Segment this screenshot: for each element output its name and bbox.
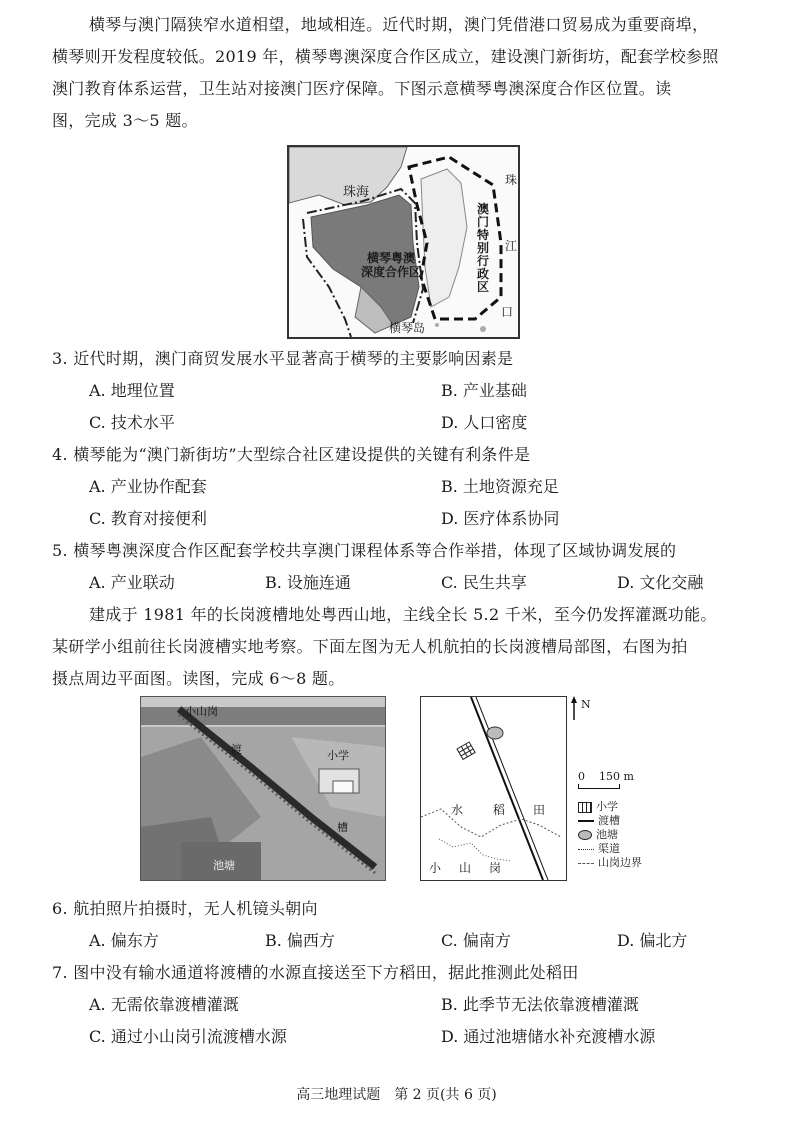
plan-paddy-char-3: 田	[533, 803, 546, 817]
passage-2-line: 摄点周边平面图。读图，完成 6～8 题。	[52, 669, 345, 688]
passage-1-line: 横琴则开发程度较低。2019 年，横琴粤澳深度合作区成立，建设澳门新街坊，配套学校参照	[52, 47, 719, 66]
legend-aqueduct	[578, 814, 642, 828]
school-grid-icon	[578, 802, 592, 813]
plan-paddy-char-2: 稻	[493, 803, 506, 817]
photo-aqueduct-char-1: 渡	[231, 743, 242, 756]
photo-aqueduct-char-2: 槽	[337, 821, 348, 834]
hengqin-map	[287, 145, 520, 339]
photo-school-label: 小学	[327, 749, 349, 762]
scale-bar	[578, 770, 634, 789]
q5-option-a[interactable]: A. 产业联动	[89, 573, 175, 592]
zone-label-line: 横琴粤澳	[367, 251, 416, 265]
river-label-2: 江	[505, 239, 518, 253]
legend-hill-boundary-label: 山岗边界	[598, 856, 642, 869]
macau-label	[477, 203, 490, 294]
q7-option-c[interactable]: C. 通过小山岗引流渡槽水源	[89, 1027, 287, 1046]
q4-option-b[interactable]: B. 土地资源充足	[441, 477, 559, 496]
macau-char: 特	[477, 228, 490, 242]
q7-stem: 7. 图中没有输水通道将渡槽的水源直接送至下方稻田，据此推测此处稻田	[52, 963, 579, 982]
aerial-photo-svg	[141, 697, 385, 880]
q5-option-b[interactable]: B. 设施连通	[265, 573, 351, 592]
zone-label-line: 深度合作区	[361, 265, 422, 279]
q7-option-a[interactable]: A. 无需依靠渡槽灌溉	[89, 995, 239, 1014]
q5-option-d[interactable]: D. 文化交融	[617, 573, 704, 592]
q3-option-c[interactable]: C. 技术水平	[89, 413, 175, 432]
legend-aqueduct-label: 渡槽	[598, 814, 620, 827]
legend-pond-label: 池塘	[596, 828, 618, 841]
q3-option-a[interactable]: A. 地理位置	[89, 381, 175, 400]
q6-stem: 6. 航拍照片拍摄时，无人机镜头朝向	[52, 899, 318, 918]
passage-1-line: 澳门教育体系运营，卫生站对接澳门医疗保障。下图示意横琴粤澳深度合作区位置。读	[52, 79, 672, 98]
q6-option-d[interactable]: D. 偏北方	[617, 931, 688, 950]
pond-ellipse-icon	[578, 830, 592, 840]
aerial-photo	[140, 696, 386, 881]
legend-school-label: 小学	[596, 800, 618, 813]
macau-char: 门	[477, 215, 490, 229]
zhuhai-label: 珠海	[343, 185, 370, 200]
plan-hill-char-1: 小	[429, 861, 442, 875]
q4-option-c[interactable]: C. 教育对接便利	[89, 509, 207, 528]
river-label-1: 珠	[505, 173, 518, 187]
zone-label	[361, 251, 421, 279]
q4-option-a[interactable]: A. 产业协作配套	[89, 477, 207, 496]
plan-hill-char-2: 山	[459, 861, 472, 875]
q3-option-d[interactable]: D. 人口密度	[441, 413, 528, 432]
scale-bar-label: 0 150 m	[578, 770, 634, 783]
page-footer: 高三地理试题 第 2 页(共 6 页)	[296, 1087, 497, 1103]
q5-option-c[interactable]: C. 民生共享	[441, 573, 527, 592]
hengqin-island-label: 横琴岛	[389, 321, 426, 335]
plan-paddy-char-1: 水	[451, 803, 464, 817]
q3-stem: 3. 近代时期，澳门商贸发展水平显著高于横琴的主要影响因素是	[52, 349, 514, 368]
macau-char: 政	[477, 267, 490, 281]
legend-pond	[578, 828, 642, 842]
legend-school	[578, 800, 642, 814]
hill-boundary-line-icon	[578, 863, 594, 864]
plan-map-legend	[570, 696, 680, 879]
photo-pond-label: 池塘	[213, 859, 235, 872]
q4-stem: 4. 横琴能为“澳门新街坊”大型综合社区建设提供的关键有利条件是	[52, 445, 531, 464]
q4-option-d[interactable]: D. 医疗体系协同	[441, 509, 560, 528]
legend-hill-boundary	[578, 856, 642, 870]
q7-option-b[interactable]: B. 此季节无法依靠渡槽灌溉	[441, 995, 639, 1014]
channel-line-icon	[578, 849, 594, 850]
legend-channel-label: 渠道	[598, 842, 620, 855]
passage-1-line: 图，完成 3～5 题。	[52, 111, 198, 130]
q3-option-b[interactable]: B. 产业基础	[441, 381, 527, 400]
q6-option-c[interactable]: C. 偏南方	[441, 931, 511, 950]
passage-2-line: 某研学小组前往长岗渡槽实地考察。下面左图为无人机航拍的长岗渡槽局部图，右图为拍	[52, 637, 688, 656]
q6-option-a[interactable]: A. 偏东方	[89, 931, 159, 950]
plan-school-symbol	[457, 742, 475, 759]
legend-items	[578, 800, 642, 870]
macau-char: 区	[477, 280, 490, 294]
macau-char: 澳	[477, 202, 490, 216]
plan-map	[420, 696, 567, 881]
macau-char: 别	[477, 241, 490, 255]
scale-bar-line	[578, 784, 620, 789]
north-label: N	[581, 698, 591, 711]
q6-option-b[interactable]: B. 偏西方	[265, 931, 335, 950]
river-label-3: 口	[501, 305, 514, 319]
legend-channel	[578, 842, 642, 856]
plan-map-svg	[421, 697, 566, 880]
macau-char: 行	[477, 254, 490, 268]
photo-hill-label: 小山岗	[185, 705, 218, 718]
q7-option-d[interactable]: D. 通过池塘储水补充渡槽水源	[441, 1027, 656, 1046]
passage-1-line: 横琴与澳门隔狭窄水道相望，地域相连。近代时期，澳门凭借港口贸易成为重要商埠，	[89, 15, 709, 34]
passage-2-line: 建成于 1981 年的长岗渡槽地处粤西山地，主线全长 5.2 千米，至今仍发挥灌溉功能。	[89, 605, 717, 624]
aqueduct-line-icon	[578, 820, 594, 822]
q5-stem: 5. 横琴粤澳深度合作区配套学校共享澳门课程体系等合作举措，体现了区域协调发展的	[52, 541, 677, 560]
plan-hill-char-3: 岗	[489, 861, 502, 875]
